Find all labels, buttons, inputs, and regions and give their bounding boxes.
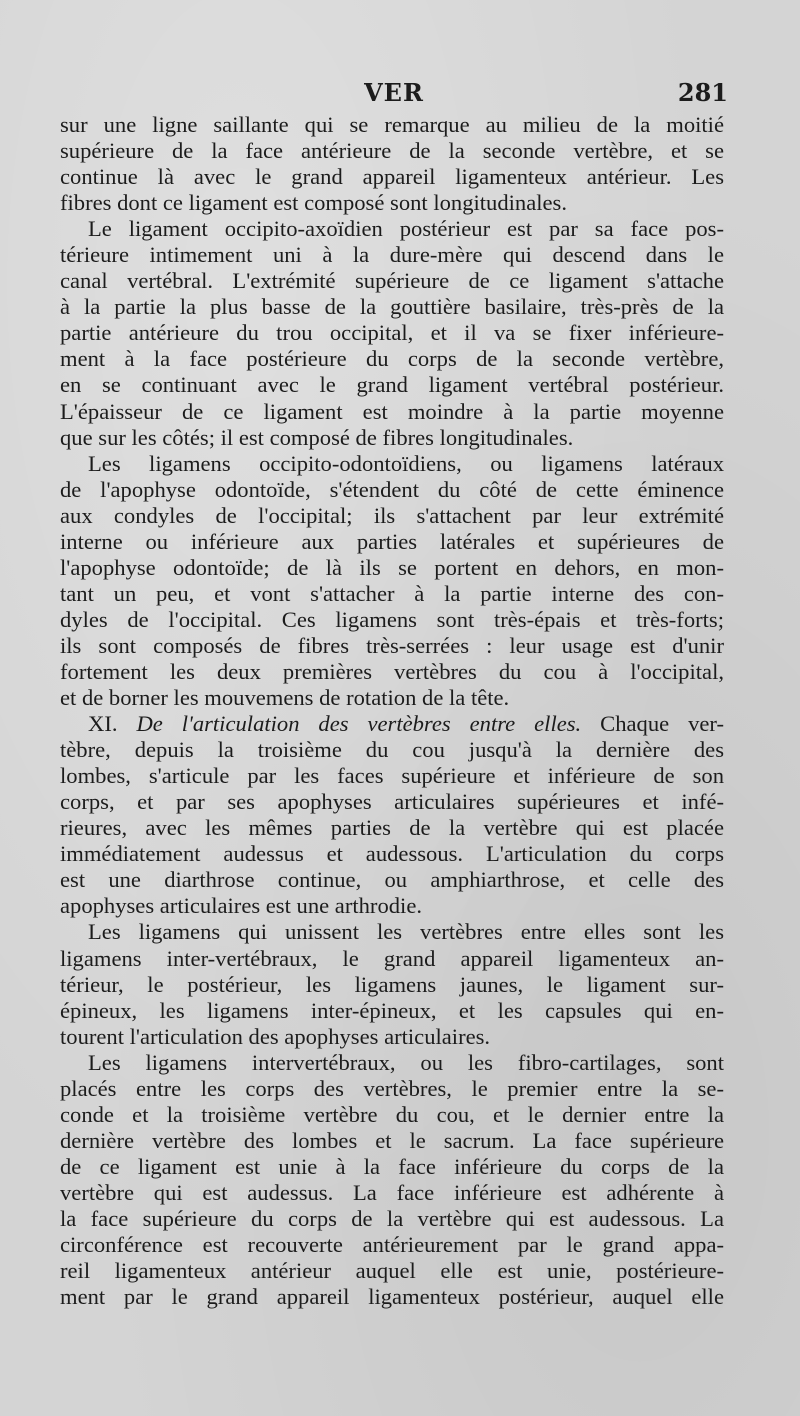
text-line: canal vertébral. L'extrémité supérieure de ce ligament s'attache [60, 268, 724, 294]
text-line: fortement les deux premières vertèbres du cou à l'occipital, [60, 658, 724, 684]
text-line: en se continuant avec le grand ligament vertébral postérieur. [60, 372, 724, 398]
text-line: dernière vertèbre des lombes et le sacrum. La face supérieure [60, 1127, 724, 1153]
text-line: Les ligamens intervertébraux, ou les fibro-cartilages, sont [88, 1049, 724, 1075]
text-line: L'épaisseur de ce ligament est moindre à la partie moyenne [60, 398, 724, 424]
text-line: Les ligamens qui unissent les vertèbres entre elles sont les [88, 919, 724, 945]
text-line: dyles de l'occipital. Ces ligamens sont très-épais et très-forts; [60, 606, 724, 632]
body-text [60, 112, 724, 1310]
text-line: Les ligamens occipito-odontoïdiens, ou ligamens latéraux [88, 450, 724, 476]
text-line: circonférence est recouverte antérieurement par le grand appa- [60, 1232, 724, 1258]
text-line: apophyses articulaires est une arthrodie. [60, 893, 422, 919]
text-fragment: Chaque ver- [600, 711, 724, 737]
text-line: tant un peu, et vont s'attacher à la partie interne des con- [60, 580, 724, 606]
text-line: supérieure de la face antérieure de la seconde vertèbre, et se [60, 138, 724, 164]
text-line: lombes, s'articule par les faces supérieure et inférieure de son [60, 763, 724, 789]
text-line: vertèbre qui est audessus. La face inférieure est adhérente à [60, 1179, 724, 1205]
text-line: térieure intimement uni à la dure-mère qui descend dans le [60, 242, 724, 268]
text-line: à la partie la plus basse de la gouttière basilaire, très-près de la [60, 294, 724, 320]
section-number: XI. [88, 711, 118, 737]
text-line: la face supérieure du corps de la vertèbre qui est audessous. La [60, 1205, 724, 1231]
text-line: continue là avec le grand appareil ligamenteux antérieur. Les [60, 164, 724, 190]
text-line: placés entre les corps des vertèbres, le premier entre la se- [60, 1075, 724, 1101]
text-line: l'apophyse odontoïde; de là ils se portent en dehors, en mon- [60, 554, 724, 580]
text-line: ils sont composés de fibres très-serrées : leur usage est d'unir [60, 632, 724, 658]
section-heading-line [60, 711, 724, 737]
text-line: conde et la troisième vertèbre du cou, et le dernier entre la [60, 1101, 724, 1127]
text-line: corps, et par ses apophyses articulaires supérieures et infé- [60, 789, 724, 815]
text-line: fibres dont ce ligament est composé sont longitudinales. [60, 190, 568, 216]
paragraph-ligamens-occipito-odontoidiens [60, 451, 724, 711]
paragraph-ligamens-intervertebraux [60, 1050, 724, 1310]
text-line: rieures, avec les mêmes parties de la vertèbre qui est placée [60, 815, 724, 841]
text-line: térieur, le postérieur, les ligamens jaunes, le ligament sur- [60, 971, 724, 997]
text-line: aux condyles de l'occipital; ils s'attachent par leur extrémité [60, 502, 724, 528]
text-line: de l'apophyse odontoïde, s'étendent du côté de cette éminence [60, 476, 724, 502]
text-line: immédiatement audessus et audessous. L'articulation du corps [60, 841, 724, 867]
text-line: et de borner les mouvemens de rotation de la tête. [60, 685, 510, 711]
running-head-title: VER [364, 78, 424, 107]
text-line: partie antérieure du trou occipital, et il va se fixer inférieure- [60, 320, 724, 346]
text-line: interne ou inférieure aux parties latérales et supérieures de [60, 528, 724, 554]
paragraph-ligament-occipito-axoidien [60, 216, 724, 450]
text-line: ligamens inter-vertébraux, le grand appareil ligamenteux an- [60, 945, 724, 971]
text-line: de ce ligament est unie à la face inférieure du corps de la [60, 1153, 724, 1179]
page-number: 281 [677, 78, 728, 107]
text-line: Le ligament occipito-axoïdien postérieur est par sa face pos- [88, 216, 724, 242]
text-line: que sur les côtés; il est composé de fibres longitudinales. [60, 424, 574, 450]
text-line: sur une ligne saillante qui se remarque au milieu de la moitié [60, 112, 724, 137]
text-line: tèbre, depuis la troisième du cou jusqu'à la dernière des [60, 737, 724, 763]
paragraph-continuation [60, 112, 724, 216]
text-line: ment à la face postérieure du corps de la seconde vertèbre, [60, 346, 724, 372]
text-line: épineux, les ligamens inter-épineux, et les capsules qui en- [60, 997, 724, 1023]
running-head [60, 78, 728, 114]
text-line: est une diarthrose continue, ou amphiarthrose, et celle des [60, 867, 724, 893]
text-line: ment par le grand appareil ligamenteux postérieur, auquel elle [60, 1284, 724, 1310]
text-line: reil ligamenteux antérieur auquel elle est unie, postérieure- [60, 1258, 724, 1284]
paragraph-ligamens-list [60, 919, 724, 1049]
text-line: tourent l'articulation des apophyses articulaires. [60, 1023, 491, 1049]
paragraph-section-xi [60, 711, 724, 919]
section-title: De l'articulation des vertèbres entre elles. [136, 711, 582, 737]
